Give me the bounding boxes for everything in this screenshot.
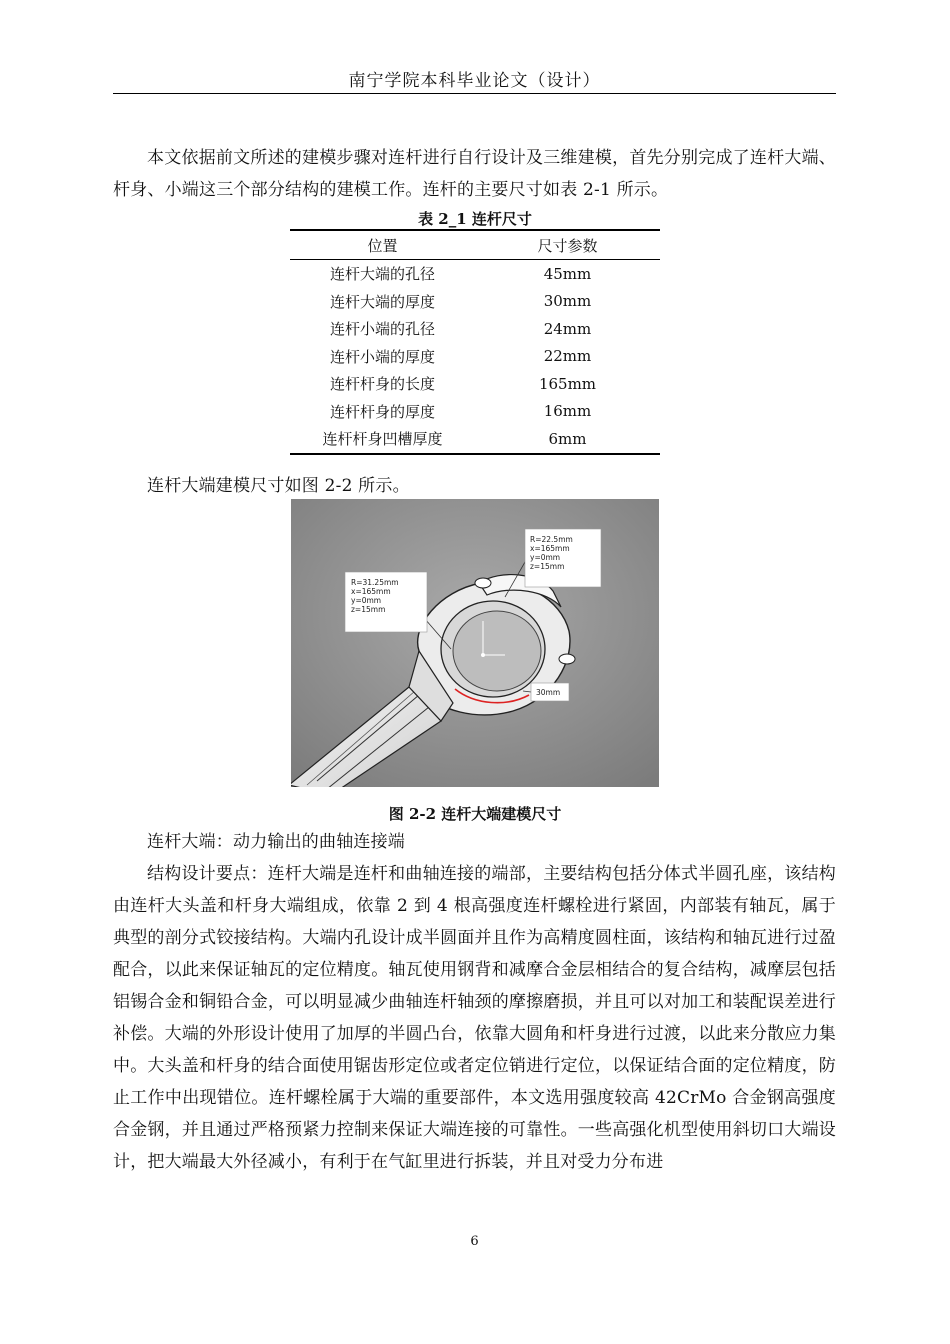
figure-caption: 图 2-2 连杆大端建模尺寸 [388, 805, 562, 823]
cell-position: 连杆杆身的厚度 [329, 402, 435, 421]
page-header: 南宁学院本科毕业论文（设计） [348, 71, 601, 91]
cell-position: 连杆小端的厚度 [329, 347, 435, 366]
callout-right-line: R=22.5mm [530, 535, 573, 544]
cell-dimension: 16mm [543, 402, 592, 421]
table-row [290, 425, 660, 454]
cell-dimension: 30mm [543, 292, 592, 311]
cell-dimension: 165mm [538, 374, 597, 393]
table-row [290, 288, 660, 316]
cell-position: 连杆小端的孔径 [329, 320, 435, 339]
column-header-dimension: 尺寸参数 [475, 230, 660, 260]
figure-reference-paragraph: 连杆大端建模尺寸如图 2-2 所示。 [147, 476, 410, 496]
intro-paragraph: 本文依据前文所述的建模步骤对连杆进行自行设计及三维建模，首先分别完成了连杆大端、杆身、小端这三个部分结构的建模工作。连杆的主要尺寸如表 2-1 所示。 [113, 148, 836, 200]
table-row [290, 260, 660, 288]
section-title-paragraph: 连杆大端：动力输出的曲轴连接端 [147, 832, 405, 852]
column-header-position: 位置 [290, 230, 475, 260]
callout-right [525, 529, 601, 587]
callout-thickness [531, 683, 569, 701]
cell-position: 连杆大端的孔径 [329, 265, 435, 284]
cell-dimension: 45mm [543, 264, 592, 283]
table-caption: 表 2_1 连杆尺寸 [418, 210, 532, 228]
callout-left-line: y=0mm [351, 596, 382, 605]
header-rule [113, 93, 836, 94]
callout-left [345, 572, 427, 632]
callout-left-line: x=165mm [351, 587, 391, 596]
table-header-row [290, 230, 660, 260]
callout-thickness-text: 30mm [536, 688, 561, 697]
dimension-table [290, 229, 660, 455]
cell-position: 连杆杆身的长度 [329, 375, 435, 394]
cell-dimension: 24mm [543, 319, 592, 338]
cell-dimension: 6mm [475, 425, 660, 454]
callout-right-line: y=0mm [530, 553, 561, 562]
table-row [290, 370, 660, 398]
table-row [290, 398, 660, 426]
cell-dimension: 22mm [543, 347, 592, 366]
connecting-rod-model-render [291, 499, 659, 787]
connecting-rod-figure [291, 499, 659, 787]
table-row [290, 315, 660, 343]
page-number: 6 [470, 1234, 479, 1249]
callout-right-line: x=165mm [530, 544, 570, 553]
callout-left-line: R=31.25mm [351, 578, 399, 587]
table-row [290, 343, 660, 371]
design-points-paragraph: 结构设计要点：连杆大端是连杆和曲轴连接的端部，主要结构包括分体式半圆孔座，该结构由连杆大头盖和杆身大端组成，依靠 2 到 4 根高强度连杆螺栓进行紧固，内部装有轴瓦，属于典型的剖分式铰接结构。大端内孔设计成半圆面并且作为高精度圆柱面，该结构和轴瓦进行过盈配合，以此来保证轴瓦的定位精度。轴瓦使用钢背和减摩合金层相结合的复合结构，减摩层包括铝锡合金和铜铅合金，可以明显减少曲轴连杆轴颈的摩擦磨损，并且可以对加工和装配误差进行补偿。大端的外形设计使用了加厚的半圆凸台，依靠大圆角和杆身进行过渡，以此来分散应力集中。大头盖和杆身的结合面使用锯齿形定位或者定位销进行定位，以保证结合面的定位精度，防止工作中出现错位。连杆螺栓属于大端的重要部件，本文选用强度较高 42CrMo 合金钢高强度合金钢，并且通过严格预紧力控制来保证大端连接的可靠性。一些高强化机型使用斜切口大端设计，把大端最大外径减小，有利于在气缸里进行拆装，并且对受力分布进 [113, 864, 836, 1172]
cell-position: 连杆杆身凹槽厚度 [290, 425, 475, 454]
callout-left-line: z=15mm [351, 605, 386, 614]
cell-position: 连杆大端的厚度 [329, 292, 435, 311]
callout-right-line: z=15mm [530, 562, 565, 571]
